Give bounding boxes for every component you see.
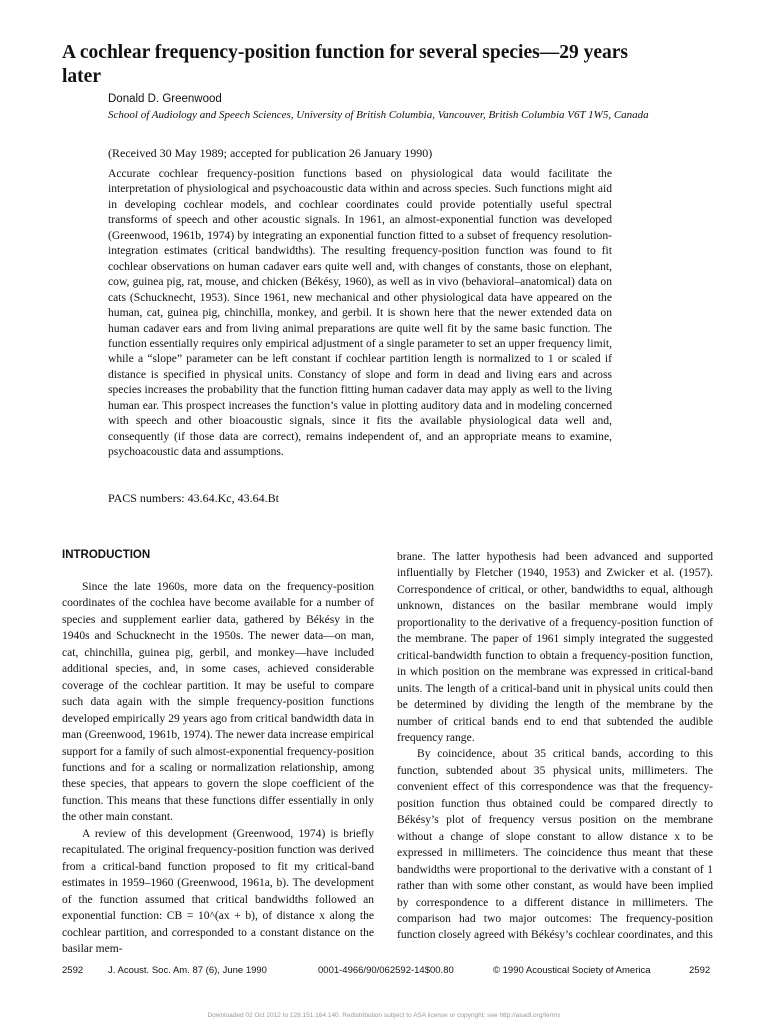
section-heading: INTRODUCTION [62,549,151,561]
received-dates: (Received 30 May 1989; accepted for publication 26 January 1990) [108,146,433,160]
abstract: Accurate cochlear frequency-position functions based on physiological data would facilitate the interpretation of physiological and psychoacoustic data within and across species. Such functions might aid in developing cochlear models, and cochlear coordinates could provide potentially useful spectral transforms of speech and other acoustic signals. In 1961, an almost-exponential function was developed (Greenwood, 1961b, 1974) by integrating an exponential function fitted to a subset of frequency resolution-integration estimates (critical bandwidths). The resulting frequency-position function was found to fit cochlear observations on human cadaver ears quite well and, with changes of constants, those on elephant, cow, guinea pig, rat, mouse, and chicken (Békésy, 1960), as well as in vivo (behavioral–anatomical) data on cats (Schucknecht, 1953). Since 1961, new mechanical and other physiological data have appeared on the human, cat, guinea pig, chinchilla, monkey, and gerbil. It is shown here that the newer extended data on human cadaver ears and from living animal preparations are quite well fit by the same basic function. The function essentially requires only empirical adjustment of a single parameter to set an upper frequency limit, while a “slope” parameter can be left constant if cochlear partition length is normalized to 1 or scaled if distance is specified in physical units. Constancy of slope and form in dead and living ears and across species increases the probability that the function fitting human cadaver data may apply as well to the living human ear. This prospect increases the function’s value in plotting auditory data and in modeling concerned with speech and other bioacoustic signals, since it fits the available physiological data well and, consequently (if those data are correct), remains independent of, and an appropriate means to examine, psychoacoustic data and assumptions. [108,167,612,459]
paragraph: brane. The latter hypothesis had been advanced and supported influentially by Fletcher (1940, 1953) and Zwicker et al. (1957). Correspondence of critical, or other, bandwidths to equal, although unknown, distances on the basilar membrane would imply proportionality to the derivative of a frequency-position function of the membrane. The paper of 1961 simply integrated the suggested critical-bandwidth function to obtain a frequency-position function, in which position on the membrane was expressed in critical-band units. The length of a critical-band unit in physical units could then be determined by dividing the length of the membrane by the number of critical bands end to end that subtended the audible frequency range. [397,551,713,744]
paragraph: Since the late 1960s, more data on the frequency-position coordinates of the cochlea have become available for a number of species and supplement earlier data, gathered by Békésy in the 1940s and Schucknecht in the 1950s. The newer data—on man, cat, chinchilla, guinea pig, gerbil, and monkey—have included additional species, and, in some cases, achieved considerable coverage of the cochlear partition. It may be useful to compare such data again with the simple frequency-position functions developed empirically 29 years ago from critical bandwidth data in man (Greenwood, 1961b, 1974). The newer data increase empirical support for a family of such almost-exponential frequency-position functions and for a scaling or normalization relationship, among these species, that appears to govern the slope coefficient of the function. This means that these functions differ essentially in only the other main constant. [62,581,374,824]
page-number-left: 2592 [62,965,84,976]
author-name: Donald D. Greenwood [108,93,222,105]
pacs-numbers: PACS numbers: 43.64.Kc, 43.64.Bt [108,491,279,505]
left-column [62,579,374,957]
article-title: A cochlear frequency-position function for several species—29 years later [62,42,628,87]
paragraph: A review of this development (Greenwood, 1974) is briefly recapitulated. The original frequency-position function was derived from a critical-band function proposed to fit my critical-band estimates in 1959–1960 (Greenwood, 1961a, b). The development of the function assumed that critical bandwidths followed an exponential function: CB = 10^(ax + b), of distance x along the cochlear partition, and corresponded to a constant distance on the basilar mem- [62,827,374,955]
author-affiliation: School of Audiology and Speech Sciences, University of British Columbia, Vancouver, British Columbia V6T 1W5, Canada [108,109,649,121]
download-notice: Downloaded 02 Oct 2012 to 128.151.164.140. Redistribution subject to ASA license or copyright; see http://asadl.org/terms [207,1012,561,1019]
journal-citation: J. Acoust. Soc. Am. 87 (6), June 1990 [108,965,267,976]
page-number-right: 2592 [689,965,711,976]
right-column [397,549,713,944]
copyright-notice: © 1990 Acoustical Society of America [493,965,651,976]
page-footer [0,965,768,981]
article-code: 0001-4966/90/062592-14$00.80 [318,965,454,976]
paragraph: By coincidence, about 35 critical bands, according to this function, subtended about 35 physical units, millimeters. The convenient effect of this correspondence was that the frequency-position function thus obtained could be compared directly to Békésy’s plot of frequency versus position on the membrane without a change of slope constant to allow distance x to be expressed in millimeters. The coincidence thus meant that these bandwidths were proportional to the derivative with a constant of 1 rather than with some other constant, as would have been implied by correspondence to a different distance in millimeters. The comparison had two major outcomes: The frequency-position function closely agreed with Békésy’s cochlear coordinates, and this [397,748,713,942]
